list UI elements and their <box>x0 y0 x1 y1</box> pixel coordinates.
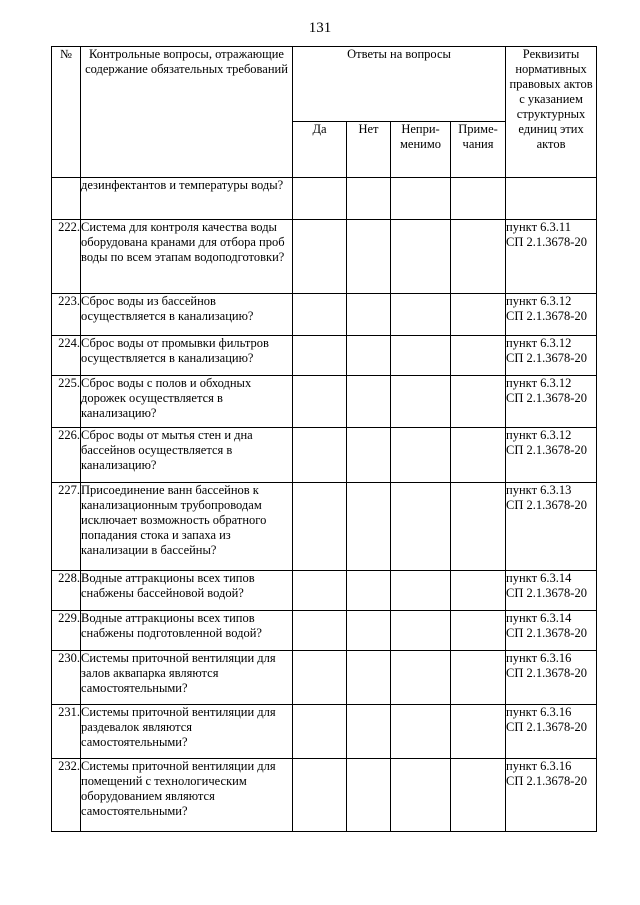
requisite-act: СП 2.1.3678-20 <box>506 498 587 512</box>
cell-notes <box>451 611 506 651</box>
cell-yes <box>293 428 347 483</box>
cell-requisites <box>506 336 597 376</box>
cell-number: 227. <box>52 483 81 571</box>
header-notes-line2: чания <box>462 137 494 151</box>
cell-not-applicable <box>391 428 451 483</box>
cell-number: 225. <box>52 376 81 428</box>
cell-number: 226. <box>52 428 81 483</box>
cell-yes <box>293 611 347 651</box>
cell-not-applicable <box>391 220 451 294</box>
cell-not-applicable <box>391 376 451 428</box>
cell-yes <box>293 483 347 571</box>
cell-requisites <box>506 178 597 220</box>
requisite-act: СП 2.1.3678-20 <box>506 626 587 640</box>
cell-question: Сброс воды от промывки фильтров осуществляется в канализацию? <box>81 336 293 376</box>
requisite-point: пункт 6.3.12 <box>506 294 572 308</box>
header-not-applicable <box>391 122 451 178</box>
cell-question: дезинфектантов и температуры воды? <box>81 178 293 220</box>
cell-no <box>347 705 391 759</box>
checklist-table <box>51 46 597 832</box>
page-number: 131 <box>308 20 332 36</box>
cell-number: 222. <box>52 220 81 294</box>
table-row <box>52 611 597 651</box>
cell-yes <box>293 336 347 376</box>
table-row <box>52 571 597 611</box>
cell-yes <box>293 705 347 759</box>
table-header <box>52 47 597 178</box>
cell-not-applicable <box>391 483 451 571</box>
header-not-applicable-line1: Непри- <box>401 122 440 136</box>
cell-not-applicable <box>391 294 451 336</box>
cell-requisites <box>506 428 597 483</box>
requisite-act: СП 2.1.3678-20 <box>506 235 587 249</box>
cell-no <box>347 651 391 705</box>
cell-not-applicable <box>391 336 451 376</box>
header-notes-line1: Приме- <box>458 122 498 136</box>
header-notes <box>451 122 506 178</box>
header-no: Нет <box>347 122 391 178</box>
table-row <box>52 651 597 705</box>
cell-number: 230. <box>52 651 81 705</box>
table-row-continuation <box>52 178 597 220</box>
cell-not-applicable <box>391 705 451 759</box>
cell-number: 223. <box>52 294 81 336</box>
requisite-act: СП 2.1.3678-20 <box>506 586 587 600</box>
requisite-point: пункт 6.3.14 <box>506 571 572 585</box>
cell-yes <box>293 178 347 220</box>
cell-yes <box>293 294 347 336</box>
cell-question: Водные аттракционы всех типов снабжены подготовленной водой? <box>81 611 293 651</box>
requisite-act: СП 2.1.3678-20 <box>506 720 587 734</box>
cell-requisites <box>506 705 597 759</box>
header-yes: Да <box>293 122 347 178</box>
cell-yes <box>293 759 347 832</box>
header-answers: Ответы на вопросы <box>293 47 506 122</box>
cell-question: Системы приточной вентиляции для помещений с технологическим оборудованием являются самостоятельными? <box>81 759 293 832</box>
requisite-act: СП 2.1.3678-20 <box>506 443 587 457</box>
requisite-point: пункт 6.3.13 <box>506 483 572 497</box>
cell-question: Системы приточной вентиляции для залов аквапарка являются самостоятельными? <box>81 651 293 705</box>
cell-yes <box>293 376 347 428</box>
cell-question: Система для контроля качества воды оборудована кранами для отбора проб воды по всем этапам водоподготовки? <box>81 220 293 294</box>
cell-notes <box>451 705 506 759</box>
table-row <box>52 428 597 483</box>
header-not-applicable-line2: менимо <box>400 137 441 151</box>
table-row <box>52 336 597 376</box>
cell-question: Сброс воды из бассейнов осуществляется в канализацию? <box>81 294 293 336</box>
header-number: № <box>52 47 81 178</box>
requisite-act: СП 2.1.3678-20 <box>506 666 587 680</box>
requisite-point: пункт 6.3.16 <box>506 651 572 665</box>
table-row <box>52 483 597 571</box>
cell-no <box>347 178 391 220</box>
cell-no <box>347 483 391 571</box>
cell-number: 228. <box>52 571 81 611</box>
cell-yes <box>293 651 347 705</box>
cell-not-applicable <box>391 178 451 220</box>
cell-no <box>347 611 391 651</box>
cell-no <box>347 220 391 294</box>
requisite-act: СП 2.1.3678-20 <box>506 774 587 788</box>
requisite-act: СП 2.1.3678-20 <box>506 351 587 365</box>
cell-notes <box>451 376 506 428</box>
header-requisites: Реквизиты нормативных правовых актов с указанием структурных единиц этих актов <box>506 47 597 178</box>
cell-requisites <box>506 294 597 336</box>
table-row <box>52 220 597 294</box>
cell-question: Водные аттракционы всех типов снабжены бассейновой водой? <box>81 571 293 611</box>
cell-notes <box>451 651 506 705</box>
requisite-act: СП 2.1.3678-20 <box>506 391 587 405</box>
table-body <box>52 178 597 832</box>
cell-number <box>52 178 81 220</box>
header-question: Контрольные вопросы, отражающие содержание обязательных требований <box>81 47 293 178</box>
cell-yes <box>293 571 347 611</box>
cell-notes <box>451 483 506 571</box>
cell-not-applicable <box>391 571 451 611</box>
cell-no <box>347 336 391 376</box>
cell-not-applicable <box>391 759 451 832</box>
cell-question: Присоединение ванн бассейнов к канализационным трубопроводам исключает возможность обратного попадания стока и запаха из канализации в бассейны? <box>81 483 293 571</box>
requisite-point: пункт 6.3.16 <box>506 759 572 773</box>
cell-requisites <box>506 759 597 832</box>
cell-no <box>347 571 391 611</box>
cell-requisites <box>506 376 597 428</box>
requisite-point: пункт 6.3.16 <box>506 705 572 719</box>
cell-requisites <box>506 651 597 705</box>
cell-no <box>347 759 391 832</box>
cell-no <box>347 376 391 428</box>
cell-notes <box>451 220 506 294</box>
cell-number: 232. <box>52 759 81 832</box>
cell-notes <box>451 294 506 336</box>
table-row <box>52 376 597 428</box>
cell-requisites <box>506 220 597 294</box>
table-row <box>52 294 597 336</box>
requisite-point: пункт 6.3.12 <box>506 336 572 350</box>
cell-question: Сброс воды с полов и обходных дорожек осуществляется в канализацию? <box>81 376 293 428</box>
cell-no <box>347 294 391 336</box>
requisite-point: пункт 6.3.14 <box>506 611 572 625</box>
cell-question: Системы приточной вентиляции для раздевалок являются самостоятельными? <box>81 705 293 759</box>
cell-question: Сброс воды от мытья стен и дна бассейнов осуществляется в канализацию? <box>81 428 293 483</box>
requisite-act: СП 2.1.3678-20 <box>506 309 587 323</box>
cell-yes <box>293 220 347 294</box>
cell-not-applicable <box>391 651 451 705</box>
cell-notes <box>451 336 506 376</box>
cell-notes <box>451 571 506 611</box>
cell-number: 224. <box>52 336 81 376</box>
table-row <box>52 705 597 759</box>
cell-requisites <box>506 483 597 571</box>
cell-requisites <box>506 611 597 651</box>
cell-notes <box>451 428 506 483</box>
requisite-point: пункт 6.3.11 <box>506 220 571 234</box>
cell-not-applicable <box>391 611 451 651</box>
cell-notes <box>451 759 506 832</box>
cell-notes <box>451 178 506 220</box>
table-row <box>52 759 597 832</box>
requisite-point: пункт 6.3.12 <box>506 428 572 442</box>
cell-number: 231. <box>52 705 81 759</box>
cell-no <box>347 428 391 483</box>
cell-number: 229. <box>52 611 81 651</box>
requisite-point: пункт 6.3.12 <box>506 376 572 390</box>
cell-requisites <box>506 571 597 611</box>
